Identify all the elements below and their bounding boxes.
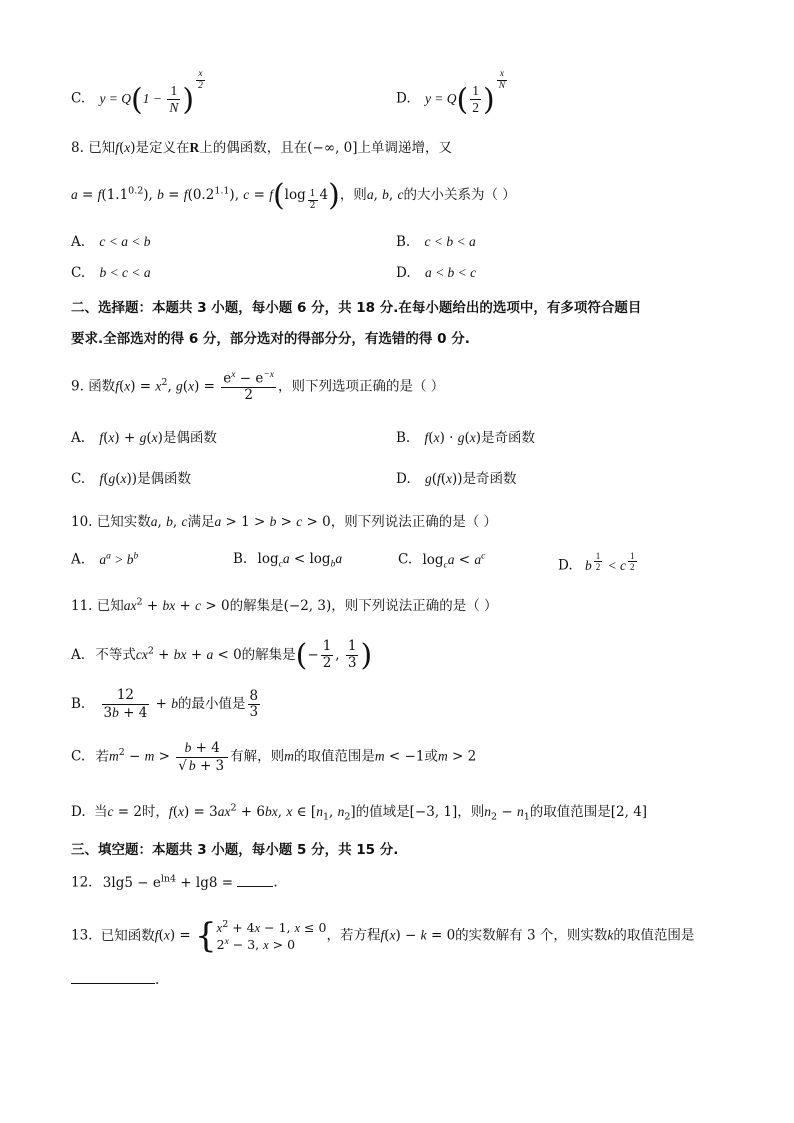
q8-stem-line2: $a = f(1.1^{0.2})$, $b = f(0.2^{1.1})$, c = f(log $_{\frac{1}{2}}$ 4)，则a, b, c的大小关系为（ ）: [71, 178, 516, 213]
q10-number: 10.: [71, 514, 93, 530]
q12-number: 12.: [71, 874, 93, 891]
q11-stem: 11. 已知$ax^2$ + bx + c > 0的解集是(−2, 3)，则下列说法正确的是（ ）: [71, 596, 498, 614]
q9-lead: 函数: [88, 378, 116, 395]
q8-option-c-text: b < c < a: [99, 265, 151, 280]
q10-stem: 10. 已知实数a, b, c满足a > 1 > b > c > 0，则下列说法正确的是（ ）: [71, 514, 498, 530]
q13-mid2: 的实数解有 3 个，则实数: [455, 927, 608, 944]
q11-option-d: D. 当c = 2时，$f(x) = 3ax^2 + 6bx$, x ∈ [$n_1$, $n_2$]的值域是[−3, 1]，则$n_2 - n_1$的取值范围是[2, 4]: [71, 802, 648, 823]
q8-option-c-label: C.: [71, 265, 86, 281]
q9-option-d-label: D.: [396, 471, 411, 487]
q10-option-b-label: B.: [233, 551, 248, 567]
q13-answer-blank[interactable]: [71, 983, 155, 984]
q11-option-a: A. 不等式$cx^2$ + bx + a < 0的解集是(− $\frac{1}{2}$ , $\frac{1}{3}$ ): [71, 638, 373, 673]
q9-option-b-text: 是奇函数: [481, 430, 536, 446]
q8-option-d-text: a < b < c: [424, 265, 477, 280]
q11-option-a-text1: 不等式: [95, 647, 136, 663]
q8-text-d: 上单调递增，又: [357, 140, 453, 156]
q9-option-c: C. f(g(x))是偶函数: [71, 471, 192, 487]
q8-text-f: 的大小关系为（ ）: [403, 187, 516, 203]
q13-lead: 已知函数: [100, 927, 155, 944]
q8-text-c: 上的偶函数，且在: [199, 140, 308, 156]
q11-option-c-text3: 的取值范围是: [293, 748, 375, 765]
q7-option-d-label: D.: [396, 90, 411, 107]
q10-lead: 已知实数: [96, 514, 151, 530]
q11-option-b-label: B.: [71, 696, 86, 713]
q9-number: 9.: [71, 378, 84, 395]
section2-heading-line1: 二、选择题：本题共 3 小题，每小题 6 分，共 18 分.在每小题给出的选项中，有多项符合题目: [71, 300, 642, 316]
q11-number: 11.: [71, 598, 93, 614]
q13-end: .: [155, 972, 160, 988]
q11-option-d-text1: 当: [93, 804, 108, 820]
q8-option-c: [71, 265, 151, 281]
q13-answer-line: [71, 972, 159, 988]
q8-option-d-label: D.: [396, 265, 411, 281]
q12-stem: 12. $3\lg 5 - e^{ln4} + \lg 8$ = .: [71, 873, 278, 891]
q11-option-b-text: 的最小值是: [178, 696, 246, 713]
q9-option-a-text: 是偶函数: [162, 430, 217, 446]
q11-lead: 已知: [96, 598, 124, 614]
q13-stem: 13. 已知函数$f(x) = \{x^2 + 4x - 1$, x ≤ 0 $2^x - 3$, x > 0，若方程f(x) − k = 0的实数解有 3 个，则实数k的取值范围是: [71, 916, 695, 956]
q11-option-b: B. $\frac{12}{3b + 4}$ + b的最小值是 $\frac{8}{3}$: [71, 687, 259, 721]
q7-option-c: [71, 69, 207, 117]
q8-option-a-label: A.: [71, 234, 86, 250]
q13-tail: 的取值范围是: [613, 927, 695, 944]
q8-text-b: 是定义在: [135, 140, 190, 156]
q9-tail: ，则下列选项正确的是（ ）: [278, 378, 445, 395]
q11-option-d-label: D.: [71, 804, 86, 820]
q12-tail: .: [273, 874, 278, 891]
q11-option-c-text2: 有解，则: [230, 748, 285, 765]
q10-option-c: C. $\log_ca < a^c$: [398, 551, 486, 571]
q9-option-c-label: C.: [71, 471, 86, 487]
q11-option-c: C. 若$m^2 - m$ > $\frac{b + 4}{√ b + 3}$ 有解，则m的取值范围是m < −1或m > 2: [71, 740, 477, 774]
q10-option-c-label: C.: [398, 551, 413, 568]
q11-option-d-text4: ，则: [457, 804, 485, 820]
q10-option-d-label: D.: [558, 557, 573, 574]
q11-option-c-text1: 若: [95, 748, 109, 765]
q7-option-c-label: C.: [71, 90, 86, 107]
section2-heading-line2: 要求.全部选对的得 6 分，部分选对的得部分分，有选错的得 0 分.: [71, 331, 470, 347]
section3-heading: 三、填空题：本题共 3 小题，每小题 5 分，共 15 分.: [71, 842, 399, 858]
q10-option-a: A. $a^a > b^b$: [71, 551, 139, 568]
q11-option-a-label: A.: [71, 647, 86, 663]
q9-stem: 9. 函数$f(x) = x^2$, g(x) = $\frac{e^x - e^{-x}}{2}$ ，则下列选项正确的是（ ）: [71, 370, 445, 404]
q7-option-c-formula: y = Q(1 − $\frac{1}{N}$ ) $^{\frac{x}{2}}$: [99, 69, 203, 117]
q11-option-d-text5: 的取值范围是: [529, 804, 611, 820]
q13-number: 13.: [71, 927, 93, 944]
q7-option-d: [396, 69, 509, 117]
q9-option-a-label: A.: [71, 430, 86, 446]
q9-option-d: D. g(f(x))是奇函数: [396, 471, 517, 487]
q9-option-c-text: 是偶函数: [137, 471, 192, 487]
q8-option-a: [71, 234, 151, 250]
q8-text-e: ，则: [339, 187, 367, 203]
q8-stem-line1: 8. 已知f(x)是定义在R上的偶函数，且在(−∞, 0]上单调递增，又: [71, 140, 453, 156]
q10-option-a-label: A.: [71, 551, 86, 568]
q9-option-b-label: B.: [396, 430, 411, 446]
q8-number: 8.: [71, 140, 84, 156]
q11-option-a-text2: 的解集是: [241, 647, 296, 663]
q8-option-d: [396, 265, 476, 281]
q9-option-a: A. f(x) + g(x)是偶函数: [71, 430, 217, 446]
q10-option-b: B. $\log_ca < \log_ba$: [233, 551, 343, 570]
q11-mid: 的解集是: [229, 598, 284, 614]
q11-option-d-text2: 时，: [141, 804, 169, 820]
q8-option-b: [396, 234, 476, 250]
q10-option-d: D. b $^{\frac{1}{2}}$ < c $^{\frac{1}{2}}$: [558, 551, 635, 574]
q8-option-b-text: c < b < a: [424, 234, 476, 249]
q11-option-c-label: C.: [71, 748, 86, 765]
q8-option-b-label: B.: [396, 234, 411, 250]
q9-option-b: B. f(x) · g(x)是奇函数: [396, 430, 536, 446]
q8-option-a-text: c < a < b: [99, 234, 151, 249]
q13-mid: ，若方程: [326, 927, 381, 944]
q10-tail: ，则下列说法正确的是（ ）: [330, 514, 498, 530]
q7-option-d-formula: y = Q( $\frac{1}{2}$ ) $^{\frac{x}{N}}$: [424, 69, 506, 117]
q9-option-d-text: 是奇函数: [462, 471, 517, 487]
q10-mid: 满足: [187, 514, 215, 530]
q11-option-c-text4: 或: [424, 748, 438, 765]
q11-tail: ，则下列说法正确的是（ ）: [331, 598, 498, 614]
q8-text-a: 已知: [88, 140, 116, 156]
q11-option-d-text3: 的值域是: [355, 804, 410, 820]
q12-answer-blank[interactable]: [237, 886, 273, 887]
